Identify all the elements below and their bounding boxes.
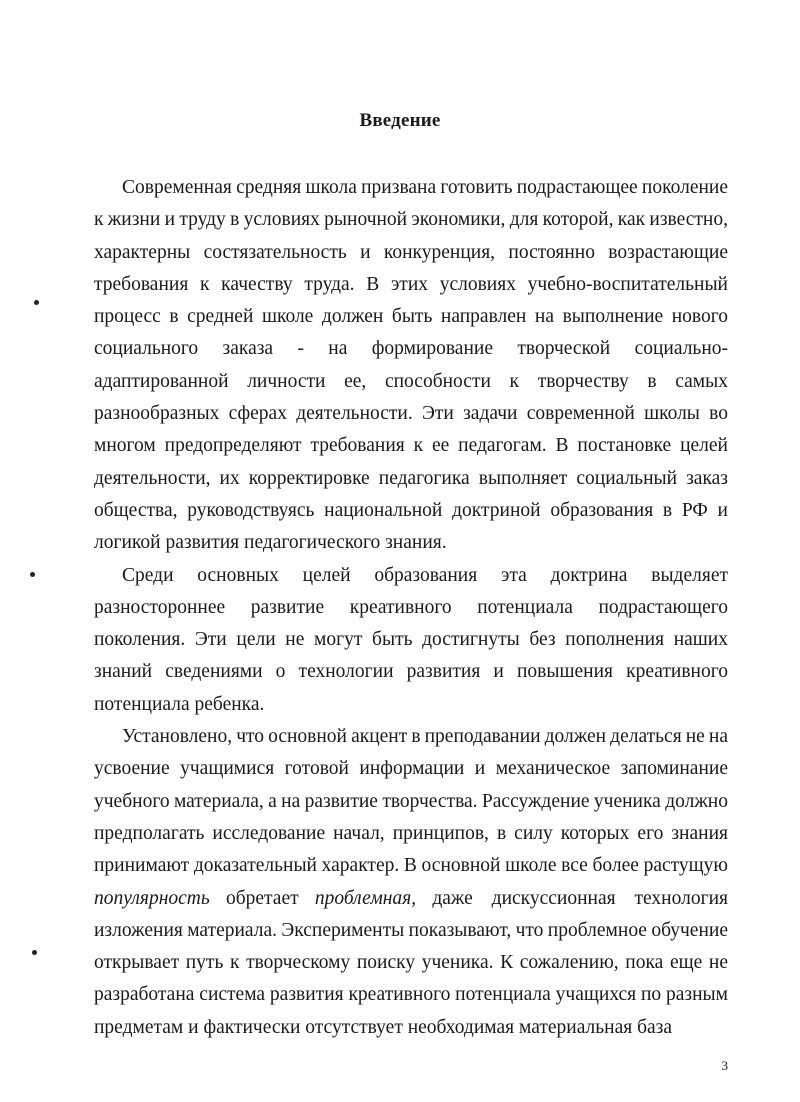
- text-line: разработана система развития креативного потенциала учащихся по разным: [94, 984, 728, 1006]
- scan-mark: [32, 950, 37, 955]
- text-line: разностороннее развитие креативного потенциала подрастающего: [94, 596, 728, 618]
- text-line: изложения материала. Эксперименты показывают, что проблемное обучение: [94, 919, 728, 941]
- italic-term: популярность: [94, 887, 210, 909]
- text-fragment: даже дискуссионная технология: [432, 887, 728, 909]
- text-line: поколения. Эти цели не могут быть достигнуты без пополнения наших: [94, 629, 728, 651]
- text-line: Установлено, что основной акцент в преподавании должен делаться не на: [122, 726, 728, 748]
- text-line: [94, 883, 728, 915]
- text-line: учебного материала, а на развитие творчества. Рассуждение ученика должно: [94, 790, 728, 812]
- page-number: 3: [721, 1058, 728, 1073]
- scan-mark: [34, 300, 39, 305]
- text-line: знаний сведениями о технологии развития и повышения креативного: [94, 661, 728, 683]
- text-line: открывает путь к творческому поиску ученика. К сожалению, пока еще не: [94, 952, 728, 974]
- text-fragment: обретает: [225, 887, 299, 909]
- text-line: многом предопределяют требования к ее педагогам. В постановке целей: [94, 435, 728, 457]
- text-line: процесс в средней школе должен быть направлен на выполнение нового: [94, 306, 728, 328]
- text-line: предполагать исследование начал, принципов, в силу которых его знания: [94, 822, 728, 844]
- text-line: характерны состязательность и конкуренция, постоянно возрастающие: [94, 241, 728, 263]
- text-line: деятельности, их корректировке педагогика выполняет социальный заказ: [94, 467, 728, 489]
- text-line: усвоение учащимися готовой информации и механическое запоминание: [94, 758, 728, 780]
- page-title: Введение: [359, 110, 441, 131]
- text-line: требования к качеству труда. В этих условиях учебно-воспитательный: [94, 273, 728, 295]
- text-line: Среди основных целей образования эта доктрина выделяет: [122, 564, 728, 586]
- text-line: принимают доказательный характер. В основной школе все более растущую: [94, 855, 728, 877]
- document-body: [94, 172, 728, 1044]
- text-line: Современная средняя школа призвана готовить подрастающее поколение: [122, 177, 728, 198]
- text-line: предметам и фактически отсутствует необходимая материальная база: [94, 1016, 673, 1038]
- italic-term: проблемная,: [314, 887, 417, 909]
- text-line: социального заказа - на формирование творческой социально-: [94, 338, 728, 360]
- text-line: к жизни и труду в условиях рыночной экономики, для которой, как известно,: [94, 209, 728, 231]
- text-line: общества, руководствуясь национальной доктриной образования в РФ и: [94, 499, 728, 521]
- text-line: разнообразных сферах деятельности. Эти задачи современной школы во: [94, 403, 728, 425]
- text-line: адаптированной личности ее, способности к творчеству в самых: [94, 370, 728, 392]
- text-line: потенциала ребенка.: [94, 693, 265, 715]
- text-line: логикой развития педагогического знания.: [94, 532, 447, 554]
- scan-mark: [30, 572, 35, 577]
